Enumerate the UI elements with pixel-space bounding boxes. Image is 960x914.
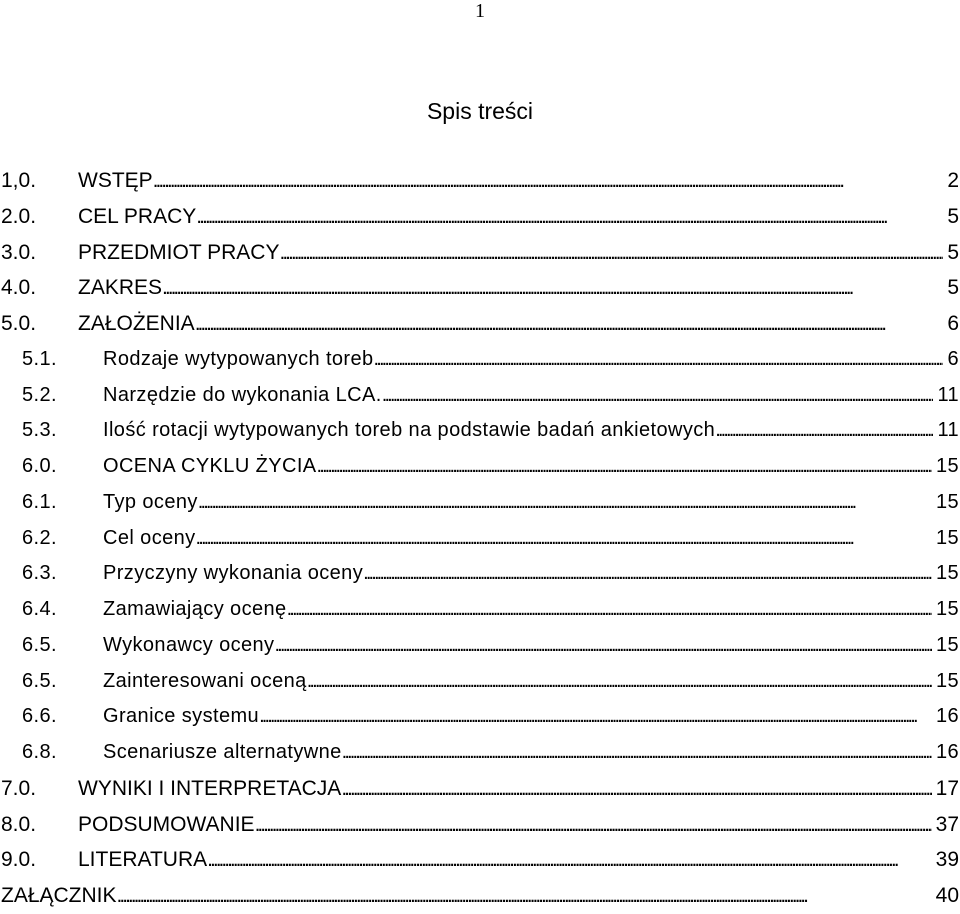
toc-entry-number: 6.2. [22, 526, 57, 549]
toc-entry-label: ZAKRES [78, 276, 163, 300]
toc-entry-line [78, 771, 960, 806]
dot-leader [374, 342, 944, 377]
toc-entry-page: 16 [935, 741, 959, 763]
toc-entry-number: 1,0. [1, 169, 37, 192]
toc-entry-line [1, 878, 960, 913]
toc-entry-page: 5 [947, 240, 959, 264]
toc-entry-page: 15 [935, 490, 959, 513]
dot-leader [363, 556, 932, 591]
toc-entry-label: Scenariusze alternatywne [103, 741, 342, 763]
toc-entry[interactable] [0, 556, 960, 592]
toc-entry-label: WYNIKI I INTERPRETACJA [78, 776, 342, 800]
toc-entry-page: 2 [947, 169, 959, 192]
toc-entry-label: LITERATURA [78, 848, 208, 872]
toc-entry-number: 6.3. [22, 562, 57, 585]
toc-entry-label: Rodzaje wytypowanych toreb [103, 347, 374, 370]
toc-entry-number: 5.1. [22, 347, 57, 370]
toc-entry-line [103, 699, 960, 734]
dot-leader [715, 413, 933, 448]
toc-entry[interactable] [0, 842, 960, 878]
toc-entry-label: ZAŁĄCZNIK [1, 884, 117, 907]
toc-entry[interactable] [0, 342, 960, 378]
toc-entry-line [103, 664, 960, 699]
toc-entry[interactable] [0, 449, 960, 485]
toc-entry-line [78, 807, 960, 842]
toc-entry[interactable] [0, 771, 960, 807]
toc-entry-label: Wykonawcy oceny [103, 633, 275, 656]
toc-entry[interactable] [0, 699, 960, 735]
dot-leader [153, 163, 944, 198]
toc-entry-line [78, 306, 960, 341]
toc-entry-page: 39 [935, 848, 959, 872]
toc-entry-page: 5 [947, 276, 959, 300]
dot-leader [317, 449, 932, 484]
dot-leader [207, 842, 932, 877]
toc-entry-line [103, 735, 960, 770]
toc-entry-page: 15 [935, 455, 959, 477]
dot-leader [342, 735, 932, 770]
toc-entry-label: PODSUMOWANIE [78, 812, 255, 836]
dot-leader [196, 199, 943, 234]
toc-entry-label: WSTĘP [78, 169, 153, 192]
toc-entry[interactable] [0, 163, 960, 199]
toc-entry[interactable] [0, 270, 960, 306]
toc-entry-number: 6.0. [22, 455, 57, 477]
toc-entry-number: 2.0. [1, 204, 37, 228]
toc-entry-line [78, 199, 960, 234]
dot-leader [117, 878, 932, 913]
toc-entry-line [103, 342, 960, 377]
toc-entry[interactable] [0, 735, 960, 771]
toc-entry-label: Zamawiający ocenę [103, 598, 287, 620]
toc-entry[interactable] [0, 199, 960, 235]
toc-entry-line [103, 378, 960, 413]
toc-entry-page: 6 [947, 312, 959, 335]
toc-entry[interactable] [0, 807, 960, 843]
toc-entry[interactable] [0, 235, 960, 271]
toc-entry-number: 4.0. [1, 276, 37, 300]
toc-entry-page: 11 [937, 383, 959, 406]
toc-entry-number: 6.5. [22, 633, 57, 656]
toc-entry-line [78, 235, 960, 270]
toc-entry-label: Przyczyny wykonania oceny [103, 562, 364, 585]
toc-entry-page: 16 [935, 705, 959, 728]
table-of-contents [0, 163, 960, 914]
toc-entry[interactable] [0, 413, 960, 449]
dot-leader [287, 592, 932, 627]
dot-leader [255, 807, 932, 842]
toc-entry-number: 8.0. [1, 812, 37, 836]
dot-leader [307, 664, 932, 699]
toc-entry-page: 5 [947, 204, 959, 228]
toc-entry-number: 6.5. [22, 669, 57, 692]
toc-entry-label: ZAŁOŻENIA [78, 312, 195, 335]
toc-entry-page: 40 [935, 884, 959, 907]
toc-entry-page: 15 [935, 526, 959, 549]
toc-entry-label: Narzędzie do wykonania LCA. [103, 383, 382, 406]
toc-entry-line [103, 485, 960, 520]
toc-entry-line [103, 521, 960, 556]
dot-leader [196, 521, 932, 556]
toc-entry-page: 37 [935, 812, 959, 836]
toc-entry-label: CEL PRACY [78, 204, 197, 228]
toc-entry-label: Zainteresowani oceną [103, 669, 307, 692]
toc-entry-number: 5.2. [22, 383, 57, 406]
toc-entry-page: 15 [935, 598, 959, 620]
toc-entry[interactable] [0, 878, 960, 914]
toc-entry[interactable] [0, 485, 960, 521]
toc-entry-label: PRZEDMIOT PRACY [78, 240, 280, 264]
toc-entry[interactable] [0, 628, 960, 664]
toc-entry-line [78, 842, 960, 877]
toc-entry-line [78, 270, 960, 305]
dot-leader [274, 628, 932, 663]
dot-leader [279, 235, 943, 270]
toc-entry-page: 17 [935, 776, 959, 800]
toc-entry-label: Ilość rotacji wytypowanych toreb na podstawie badań ankietowych [103, 419, 716, 442]
toc-entry-label: Typ oceny [103, 490, 198, 513]
dot-leader [198, 485, 932, 520]
toc-entry-line [103, 556, 960, 591]
toc-entry-number: 3.0. [1, 240, 37, 264]
toc-entry[interactable] [0, 592, 960, 628]
toc-entry-number: 6.6. [22, 705, 57, 728]
toc-entry[interactable] [0, 664, 960, 700]
toc-entry[interactable] [0, 521, 960, 557]
toc-title: Spis treści [426, 98, 534, 124]
dot-leader [341, 771, 931, 806]
dot-leader [162, 270, 943, 305]
toc-entry-page: 15 [935, 562, 959, 585]
toc-entry-number: 6.4. [22, 598, 57, 620]
toc-entry-page: 15 [935, 633, 959, 656]
toc-entry[interactable] [0, 378, 960, 414]
toc-entry-page: 15 [935, 669, 959, 692]
toc-entry-number: 5.0. [1, 312, 37, 335]
toc-entry-line [103, 413, 960, 448]
toc-entry-line [103, 592, 960, 627]
toc-entry-number: 5.3. [22, 419, 57, 442]
toc-entry-line [103, 449, 960, 484]
toc-entry[interactable] [0, 306, 960, 342]
toc-entry-label: OCENA CYKLU ŻYCIA [103, 455, 317, 477]
toc-entry-label: Cel oceny [103, 526, 196, 549]
dot-leader [382, 378, 934, 413]
toc-entry-number: 6.1. [22, 490, 57, 513]
dot-leader [259, 699, 932, 734]
toc-entry-number: 7.0. [1, 776, 37, 800]
toc-entry-number: 6.8. [22, 741, 57, 763]
toc-entry-page: 11 [937, 419, 959, 442]
toc-entry-number: 9.0. [1, 848, 37, 872]
toc-entry-label: Granice systemu [103, 705, 260, 728]
toc-entry-page: 6 [947, 347, 959, 370]
toc-entry-line [103, 628, 960, 663]
dot-leader [195, 306, 944, 341]
toc-entry-line [78, 163, 960, 198]
page-number: 1 [475, 0, 485, 22]
